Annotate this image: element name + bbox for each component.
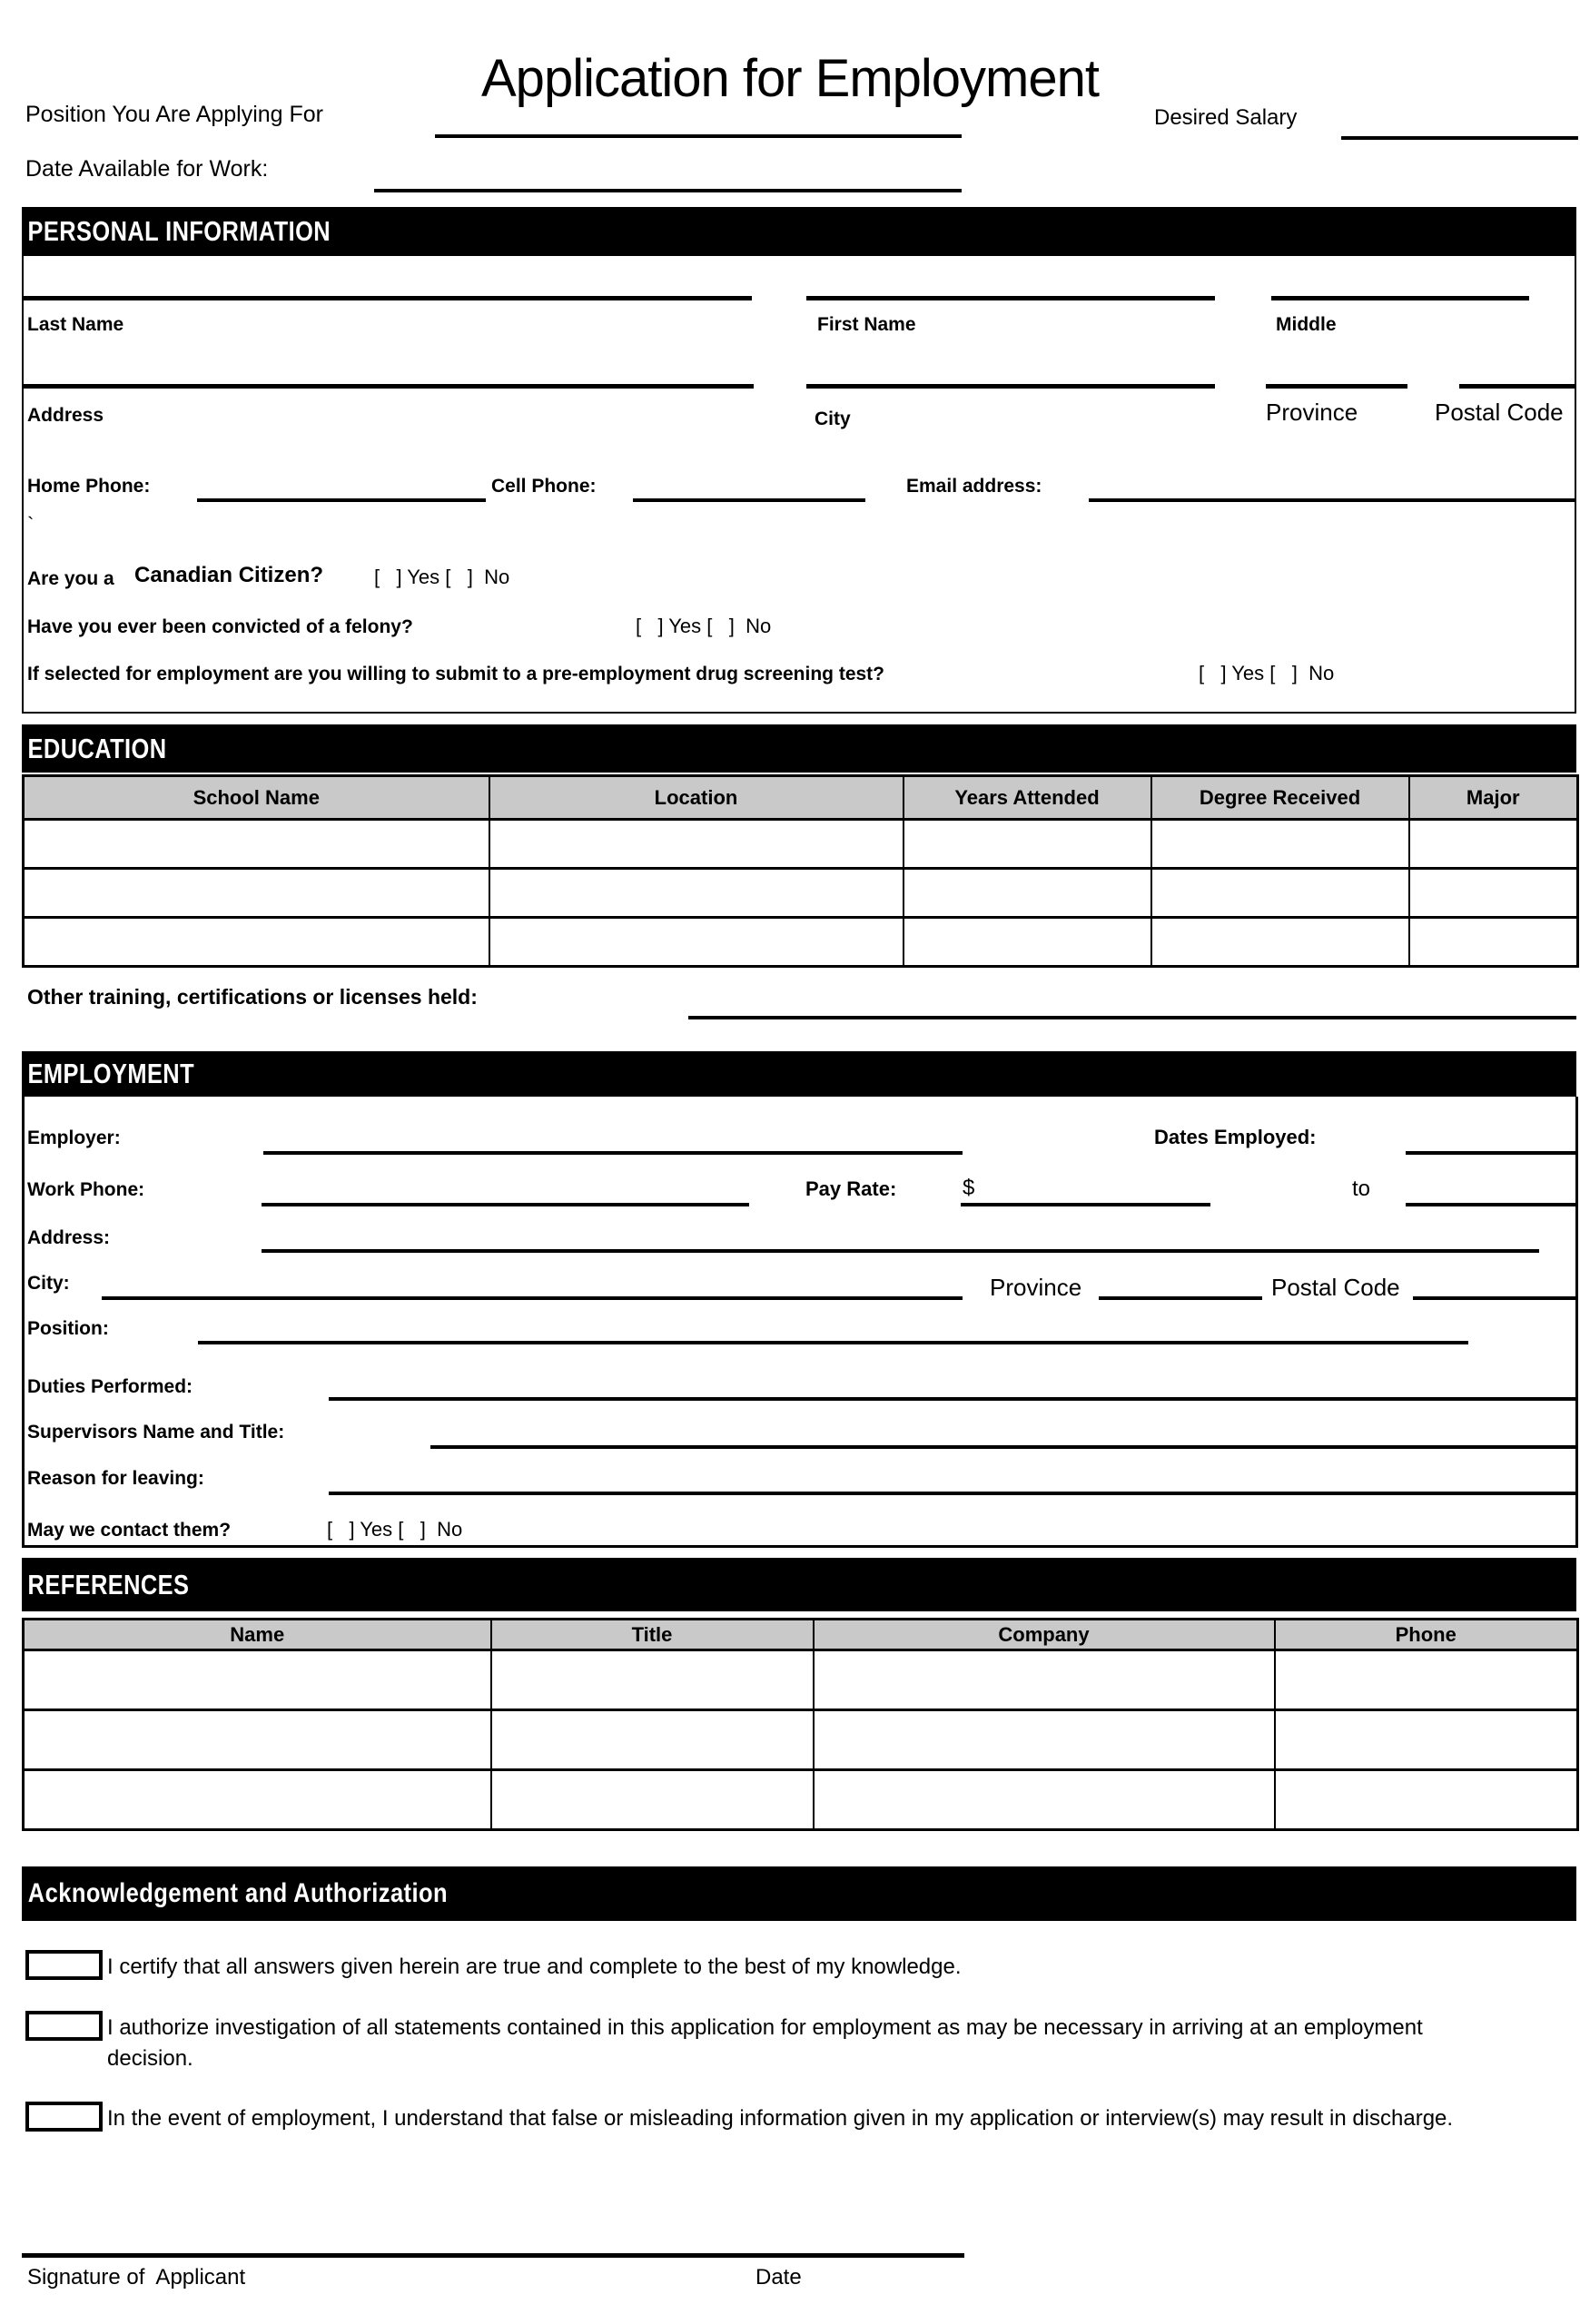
duties-label: Duties Performed: xyxy=(27,1376,193,1397)
references-col-phone: Phone xyxy=(1275,1620,1578,1650)
position-held-input-line[interactable] xyxy=(198,1341,1468,1344)
education-cell[interactable] xyxy=(1151,918,1409,967)
ack-checkbox-certify[interactable] xyxy=(25,1950,103,1980)
education-col-major: Major xyxy=(1409,776,1578,820)
references-cell[interactable] xyxy=(24,1650,491,1710)
employer-address-label: Address: xyxy=(27,1227,111,1248)
employer-address-input-line[interactable] xyxy=(262,1249,1539,1253)
employer-city-label: City: xyxy=(27,1273,70,1294)
first-name-label: First Name xyxy=(817,314,916,335)
ack-statement-discharge: In the event of employment, I understand that false or misleading information given in my application or interview(s) may result in discharge. xyxy=(107,2106,1454,2131)
education-cell[interactable] xyxy=(489,918,904,967)
table-row xyxy=(24,1710,1578,1770)
employment-box xyxy=(22,1097,1578,1548)
references-cell[interactable] xyxy=(814,1710,1275,1770)
table-row xyxy=(24,820,1578,869)
table-row xyxy=(24,1770,1578,1830)
education-cell[interactable] xyxy=(904,869,1151,918)
education-header-row xyxy=(24,776,1578,820)
employer-province-label: Province xyxy=(990,1274,1082,1301)
references-cell[interactable] xyxy=(491,1650,814,1710)
stray-mark: ` xyxy=(27,513,35,536)
ack-checkbox-authorize[interactable] xyxy=(25,2011,103,2041)
drug-test-yes-no-checkboxes[interactable]: [ ] Yes [ ] No xyxy=(1199,662,1335,684)
cell-phone-label: Cell Phone: xyxy=(491,476,597,497)
page-title: Application for Employment xyxy=(481,48,1099,108)
may-contact-label: May we contact them? xyxy=(27,1520,232,1541)
section-header-employment-label: EMPLOYMENT xyxy=(27,1058,195,1089)
pay-rate-label: Pay Rate: xyxy=(805,1177,897,1200)
section-header-education xyxy=(22,724,1576,773)
education-cell[interactable] xyxy=(1409,918,1578,967)
first-name-input-line[interactable] xyxy=(806,296,1215,300)
date-available-label: Date Available for Work: xyxy=(25,156,269,182)
references-cell[interactable] xyxy=(24,1710,491,1770)
education-table xyxy=(22,774,1579,968)
references-cell[interactable] xyxy=(24,1770,491,1830)
education-col-school: School Name xyxy=(24,776,489,820)
education-cell[interactable] xyxy=(489,869,904,918)
province-input-line[interactable] xyxy=(1266,384,1407,389)
ack-statement-authorize: I authorize investigation of all statements contained in this application for employment as may be necessary in arriving at an employment decision. xyxy=(107,2015,1423,2071)
dates-employed-from-line[interactable] xyxy=(1406,1151,1575,1155)
section-header-references-label: REFERENCES xyxy=(27,1568,190,1600)
employer-postal-code-label: Postal Code xyxy=(1271,1274,1400,1301)
middle-name-label: Middle xyxy=(1276,314,1337,335)
references-header-row xyxy=(24,1620,1578,1650)
pay-rate-input-line[interactable] xyxy=(961,1203,1210,1206)
postal-code-label: Postal Code xyxy=(1435,399,1564,426)
last-name-input-line[interactable] xyxy=(24,296,752,300)
education-cell[interactable] xyxy=(904,820,1151,869)
last-name-label: Last Name xyxy=(27,314,124,335)
reason-leaving-input-line[interactable] xyxy=(329,1492,1575,1495)
education-cell[interactable] xyxy=(489,820,904,869)
references-cell[interactable] xyxy=(814,1650,1275,1710)
references-cell[interactable] xyxy=(1275,1650,1578,1710)
education-cell[interactable] xyxy=(1151,820,1409,869)
may-contact-yes-no-checkboxes[interactable]: [ ] Yes [ ] No xyxy=(327,1518,463,1541)
ack-statement-certify: I certify that all answers given herein are true and complete to the best of my knowledge. xyxy=(107,1955,962,1979)
date-available-input-line[interactable] xyxy=(374,189,962,192)
ack-checkbox-discharge[interactable] xyxy=(25,2102,103,2132)
reason-leaving-label: Reason for leaving: xyxy=(27,1468,204,1489)
duties-input-line[interactable] xyxy=(329,1397,1575,1401)
references-cell[interactable] xyxy=(491,1710,814,1770)
felony-yes-no-checkboxes[interactable]: [ ] Yes [ ] No xyxy=(636,615,772,637)
desired-salary-label: Desired Salary xyxy=(1154,105,1298,130)
pay-rate-currency-sign: $ xyxy=(963,1176,975,1200)
other-training-label: Other training, certifications or licenses held: xyxy=(27,985,478,1009)
signature-label: Signature of Applicant xyxy=(27,2265,246,2290)
references-cell[interactable] xyxy=(491,1770,814,1830)
section-header-education-label: EDUCATION xyxy=(27,732,167,764)
references-cell[interactable] xyxy=(1275,1770,1578,1830)
table-row xyxy=(24,918,1578,967)
references-cell[interactable] xyxy=(814,1770,1275,1830)
address-input-line[interactable] xyxy=(24,384,754,389)
citizen-yes-no-checkboxes[interactable]: [ ] Yes [ ] No xyxy=(374,566,510,588)
education-cell[interactable] xyxy=(24,820,489,869)
references-table xyxy=(22,1618,1579,1831)
city-label: City xyxy=(815,409,851,429)
middle-name-input-line[interactable] xyxy=(1271,296,1529,300)
other-training-input-line[interactable] xyxy=(688,1016,1576,1019)
employer-postal-code-input-line[interactable] xyxy=(1413,1296,1575,1300)
dates-employed-label: Dates Employed: xyxy=(1154,1126,1317,1148)
drug-test-question-label: If selected for employment are you willing to submit to a pre-employment drug screening test? xyxy=(27,664,884,684)
table-row xyxy=(24,869,1578,918)
education-cell[interactable] xyxy=(24,869,489,918)
supervisor-label: Supervisors Name and Title: xyxy=(27,1422,285,1443)
dates-to-label: to xyxy=(1352,1177,1371,1201)
email-input-line[interactable] xyxy=(1089,498,1575,502)
supervisor-input-line[interactable] xyxy=(430,1445,1575,1449)
section-header-employment xyxy=(22,1051,1576,1097)
education-col-years: Years Attended xyxy=(904,776,1151,820)
work-phone-label: Work Phone: xyxy=(27,1179,145,1200)
section-header-acknowledgement-label: Acknowledgement and Authorization xyxy=(27,1878,448,1908)
work-phone-input-line[interactable] xyxy=(262,1203,749,1206)
education-cell[interactable] xyxy=(1409,820,1578,869)
section-header-personal-label: PERSONAL INFORMATION xyxy=(27,215,331,247)
section-header-personal xyxy=(22,207,1576,256)
home-phone-input-line[interactable] xyxy=(197,498,486,502)
education-cell[interactable] xyxy=(24,918,489,967)
table-row xyxy=(24,1650,1578,1710)
education-cell[interactable] xyxy=(1409,869,1578,918)
section-header-acknowledgement xyxy=(22,1866,1576,1921)
felony-question-label: Have you ever been convicted of a felony? xyxy=(27,616,413,637)
position-applying-input-line[interactable] xyxy=(435,134,962,138)
education-col-location: Location xyxy=(489,776,904,820)
citizen-question-prefix: Are you a xyxy=(27,568,114,589)
employer-city-input-line[interactable] xyxy=(102,1296,963,1300)
email-label: Email address: xyxy=(906,476,1042,497)
cell-phone-input-line[interactable] xyxy=(633,498,865,502)
position-applying-label: Position You Are Applying For xyxy=(25,102,324,127)
section-header-references xyxy=(22,1558,1576,1611)
personal-info-box xyxy=(22,256,1576,714)
references-col-name: Name xyxy=(24,1620,491,1650)
employer-province-input-line[interactable] xyxy=(1099,1296,1262,1300)
postal-code-input-line[interactable] xyxy=(1459,384,1575,389)
city-input-line[interactable] xyxy=(806,384,1215,389)
references-cell[interactable] xyxy=(1275,1710,1578,1770)
home-phone-label: Home Phone: xyxy=(27,476,151,497)
desired-salary-input-line[interactable] xyxy=(1341,136,1578,140)
references-col-title: Title xyxy=(491,1620,814,1650)
province-label: Province xyxy=(1266,399,1358,426)
education-col-degree: Degree Received xyxy=(1151,776,1409,820)
signature-date-label: Date xyxy=(755,2265,802,2290)
references-col-company: Company xyxy=(814,1620,1275,1650)
employer-input-line[interactable] xyxy=(263,1151,963,1155)
education-cell[interactable] xyxy=(1151,869,1409,918)
employer-label: Employer: xyxy=(27,1128,121,1148)
education-cell[interactable] xyxy=(904,918,1151,967)
dates-employed-to-line[interactable] xyxy=(1406,1203,1575,1206)
signature-input-line[interactable] xyxy=(22,2253,964,2258)
address-label: Address xyxy=(27,405,104,426)
citizen-question-label: Canadian Citizen? xyxy=(134,563,324,587)
position-held-label: Position: xyxy=(27,1318,109,1339)
